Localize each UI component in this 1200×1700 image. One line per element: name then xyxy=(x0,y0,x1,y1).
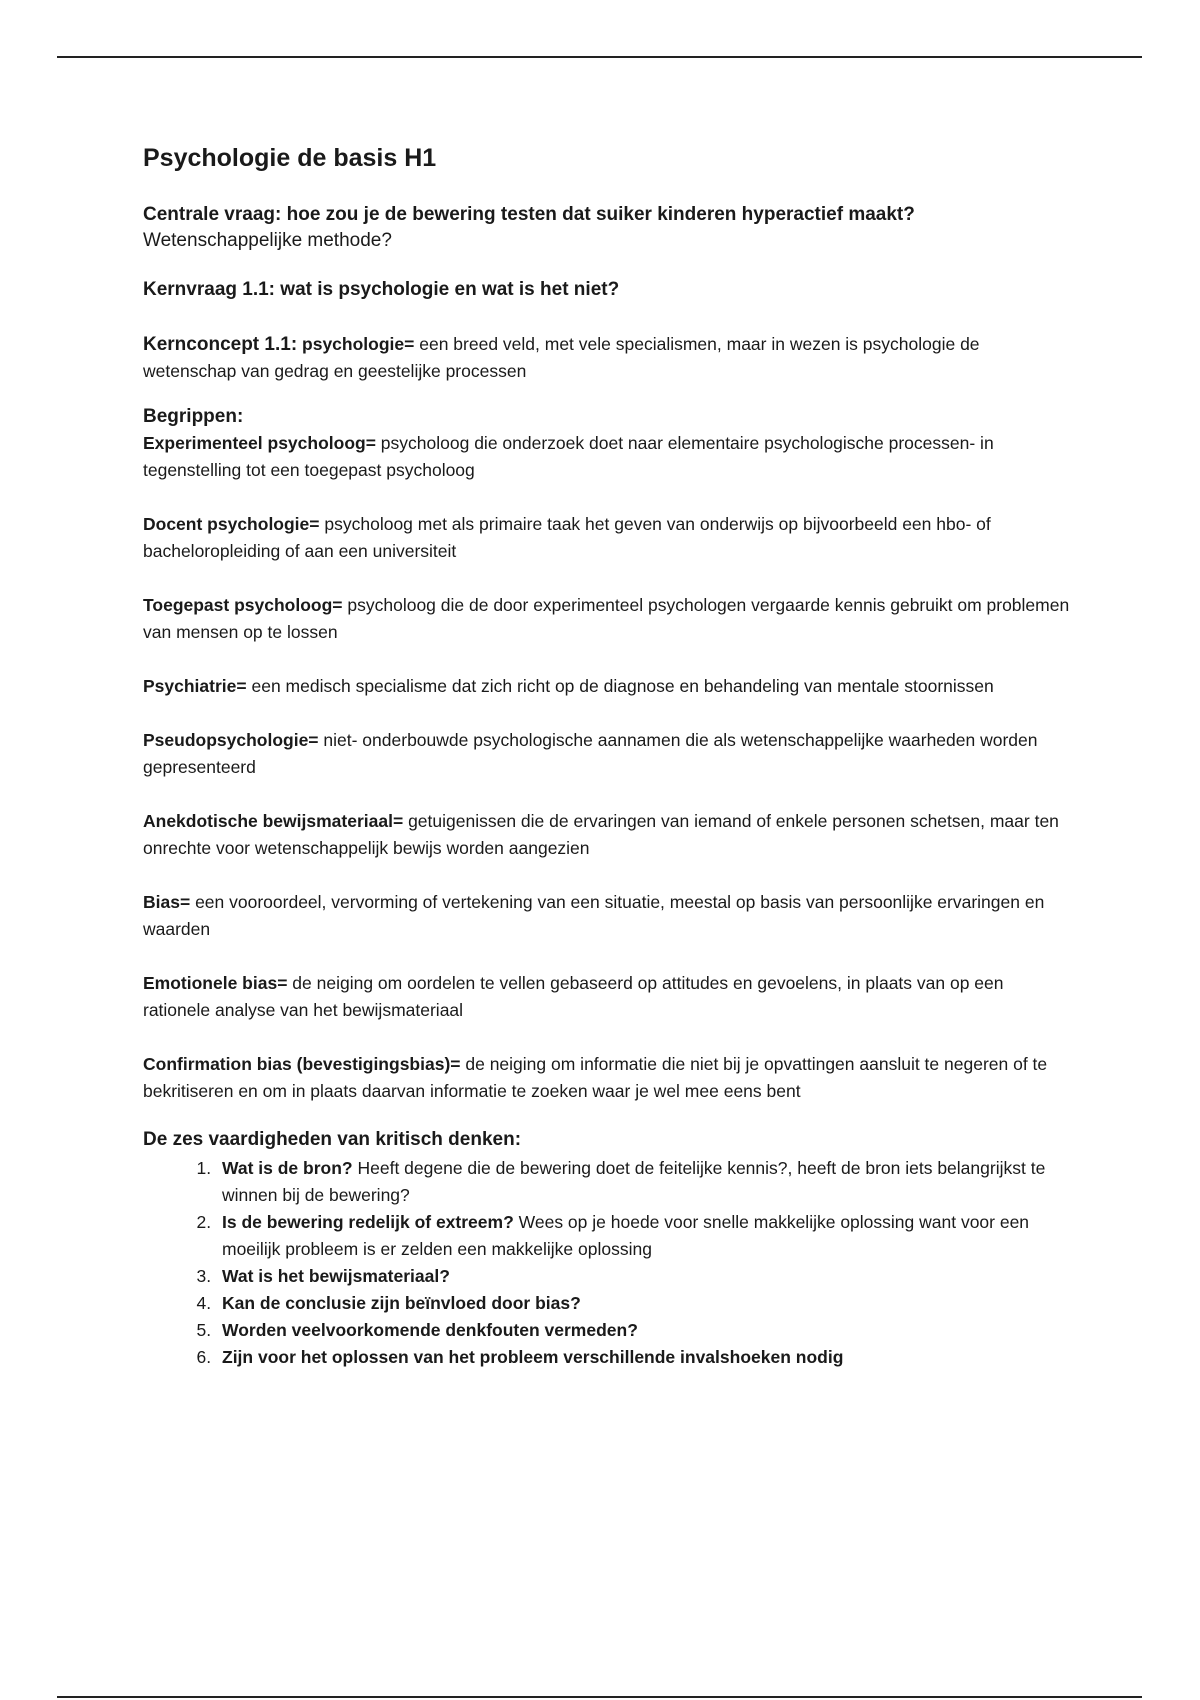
term-entry xyxy=(143,889,1073,943)
core-question: Kernvraag 1.1: wat is psychologie en wat is het niet? xyxy=(143,278,620,300)
core-concept-label: Kernconcept 1.1: xyxy=(143,334,298,356)
central-question-sub: Wetenschappelijke methode? xyxy=(143,230,392,252)
term-definition: psycholoog die de door experimenteel psychologen vergaarde kennis gebruikt om problemen van mensen op te lossen xyxy=(143,594,1070,642)
terms-heading: Begrippen: xyxy=(143,406,244,428)
term-definition: de neiging om informatie die niet bij je opvattingen aansluit te negeren of te bekritiseren en om in plaats daarvan informatie te zoeken waar je wel mee eens bent xyxy=(143,1053,1048,1101)
skill-question: Is de bewering redelijk of extreem? xyxy=(222,1211,514,1232)
term-name: Emotionele bias= xyxy=(143,972,288,993)
term-entry xyxy=(143,673,1073,700)
central-question: Centrale vraag: hoe zou je de bewering testen dat suiker kinderen hyperactief maakt? xyxy=(143,203,915,225)
list-item xyxy=(216,1209,1073,1263)
term-name: Pseudopsychologie= xyxy=(143,729,319,750)
term-definition: getuigenissen die de ervaringen van iemand of enkele personen schetsen, maar ten onrechte voor wetenschappelijk bewijs worden aangezien xyxy=(143,810,1059,858)
skill-text: Wees op je hoede voor snelle makkelijke oplossing want voor een moeilijk probleem is er zelden een makkelijke oplossing xyxy=(222,1211,1030,1259)
term-definition: psycholoog met als primaire taak het geven van onderwijs op bijvoorbeeld een hbo- of bacheloropleiding of aan een universiteit xyxy=(143,513,991,561)
term-definition: niet- onderbouwde psychologische aannamen die als wetenschappelijke waarheden worden gepresenteerd xyxy=(143,729,1038,777)
term-definition: de neiging om oordelen te vellen gebaseerd op attitudes en gevoelens, in plaats van op een rationele analyse van het bewijsmateriaal xyxy=(143,972,1004,1020)
list-item xyxy=(216,1290,1073,1317)
skill-question: Kan de conclusie zijn beïnvloed door bias? xyxy=(222,1292,581,1313)
skill-question: Wat is de bron? xyxy=(222,1157,353,1178)
term-entry xyxy=(143,808,1073,862)
skill-text: Heeft degene die de bewering doet de feitelijke kennis?, heeft de bron iets belangrijkst te winnen bij de bewering? xyxy=(222,1157,1046,1205)
list-item xyxy=(216,1155,1073,1209)
document-page xyxy=(143,142,1073,1371)
list-item xyxy=(216,1263,1073,1290)
term-name: Confirmation bias (bevestigingsbias)= xyxy=(143,1053,461,1074)
bottom-divider xyxy=(57,1696,1142,1698)
core-concept-text: een breed veld, met vele specialismen, maar in wezen is psychologie de wetenschap van gedrag en geestelijke processen xyxy=(143,334,980,382)
list-item xyxy=(216,1317,1073,1344)
term-name: Bias= xyxy=(143,891,191,912)
core-concept-term: psychologie= xyxy=(302,334,415,355)
list-item xyxy=(216,1344,1073,1371)
term-name: Docent psychologie= xyxy=(143,513,320,534)
skills-list xyxy=(143,1155,1073,1371)
term-entry xyxy=(143,970,1073,1024)
term-definition: een vooroordeel, vervorming of vertekening van een situatie, meestal op basis van persoonlijke ervaringen en waarden xyxy=(143,891,1045,939)
page-title: Psychologie de basis H1 xyxy=(143,144,437,172)
skill-question: Worden veelvoorkomende denkfouten vermeden? xyxy=(222,1319,638,1340)
skill-question: Wat is het bewijsmateriaal? xyxy=(222,1265,450,1286)
term-entry xyxy=(143,727,1073,781)
skills-heading: De zes vaardigheden van kritisch denken: xyxy=(143,1128,522,1150)
term-entry xyxy=(143,1051,1073,1105)
term-entry xyxy=(143,430,1073,484)
term-name: Anekdotische bewijsmateriaal= xyxy=(143,810,404,831)
term-entry xyxy=(143,511,1073,565)
core-concept xyxy=(143,331,1073,384)
term-name: Toegepast psycholoog= xyxy=(143,594,343,615)
skill-question: Zijn voor het oplossen van het probleem verschillende invalshoeken nodig xyxy=(222,1346,844,1367)
term-name: Experimenteel psycholoog= xyxy=(143,432,376,453)
term-definition: psycholoog die onderzoek doet naar elementaire psychologische processen- in tegenstelling tot een toegepast psycholoog xyxy=(143,432,994,480)
term-definition: een medisch specialisme dat zich richt op de diagnose en behandeling van mentale stoornissen xyxy=(251,675,994,696)
term-entry xyxy=(143,592,1073,646)
term-name: Psychiatrie= xyxy=(143,675,247,696)
top-divider xyxy=(57,56,1142,58)
